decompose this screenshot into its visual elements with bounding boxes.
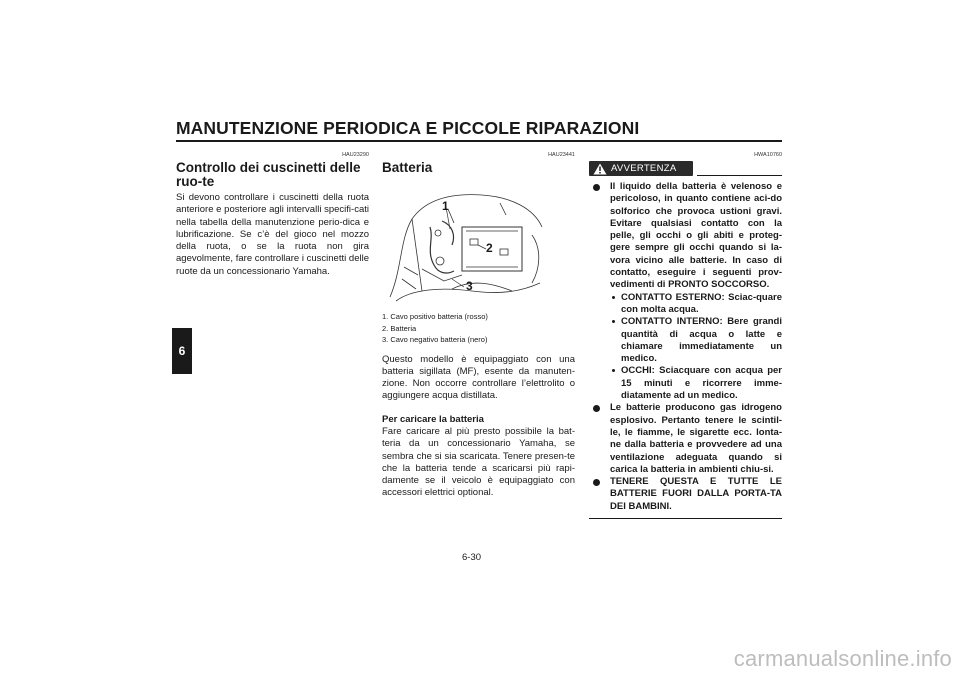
section-battery xyxy=(382,152,575,500)
subheading-charging: Per caricare la batteria xyxy=(382,413,484,425)
section-code: HAU23290 xyxy=(342,152,369,158)
warning-label: AVVERTENZA xyxy=(611,163,677,174)
section-code: HAU23441 xyxy=(548,152,575,158)
section-body-charging: Fare caricare al più presto possibile la bat-teria da un concessionario Yamaha, se sembra che si sia scaricata. Tenere presen-te che la batteria tende a scaricarsi più rapi-damente se il veicolo è equipaggiato con accessori elettrici optional. xyxy=(382,425,575,499)
bullet-icon xyxy=(593,479,600,486)
first-aid-item xyxy=(610,316,782,365)
warning-triangle-icon xyxy=(593,163,607,175)
legend-item: 3. Cavo negativo batteria (nero) xyxy=(382,335,488,344)
watermark[interactable]: carmanualsonline.info xyxy=(733,646,952,671)
title-rule xyxy=(176,140,782,142)
first-aid-list xyxy=(610,292,782,403)
section-body: Si devono controllare i cuscinetti della ruota anteriore e posteriore agli intervalli specifi-cati nella tabella della manutenzione perio-dica e lubrificazione. Se c’è del gioco nel mozzo della ruota, o se la ruota non gira agevolmente, fare controllare i cuscinetti delle ruote da un concessionario Yamaha. xyxy=(176,192,369,277)
warning-badge xyxy=(589,161,693,176)
first-aid-item xyxy=(610,292,782,317)
legend-item: 1. Cavo positivo batteria (rosso) xyxy=(382,312,488,321)
warning-item xyxy=(589,402,782,476)
small-bullet-icon xyxy=(612,320,615,323)
section-heading: Controllo dei cuscinetti delle ruo-te xyxy=(176,160,361,189)
first-aid-text: CONTATTO ESTERNO: Sciac-quare con molta acqua. xyxy=(621,291,782,315)
warning-item xyxy=(589,181,782,402)
legend-item: 2. Batteria xyxy=(382,323,417,333)
warning-code: HWA10760 xyxy=(754,152,782,158)
warning-box xyxy=(589,152,782,519)
first-aid-text: OCCHI: Sciacquare con acqua per 15 minuti e ricorrere imme-diatamente ad un medico. xyxy=(621,365,782,402)
warning-rule xyxy=(697,175,782,176)
figure-legend xyxy=(382,311,575,346)
bullet-icon xyxy=(593,405,600,412)
callout-1: 1 xyxy=(442,199,449,213)
first-aid-item xyxy=(610,365,782,402)
warning-header xyxy=(589,161,782,177)
callout-3: 3 xyxy=(466,279,473,293)
warning-item xyxy=(589,476,782,513)
warning-item-text: Il liquido della batteria è velenoso e pericoloso, in quanto contiene aci-do solforico che provoca ustioni gravi. Evitare qualsiasi contatto con la pelle, gli occhi o gli abiti e proteg-gere sempre gli occhi quando si la-vora vicino alle batterie. In caso di contatto, eseguire i seguenti prov-vedimenti di PRONTO SOCCORSO. xyxy=(610,181,782,291)
battery-figure xyxy=(382,179,552,307)
warning-bottom-rule xyxy=(589,518,782,519)
small-bullet-icon xyxy=(612,369,615,372)
first-aid-text: CONTATTO INTERNO: Bere grandi quantità di acqua o latte e chiamare immediatamente un medico. xyxy=(621,316,782,365)
small-bullet-icon xyxy=(612,296,615,299)
bullet-icon xyxy=(593,184,600,191)
warning-list xyxy=(589,181,782,513)
section-heading: Batteria xyxy=(382,160,433,175)
section-wheel-bearings xyxy=(176,152,369,278)
page-number: 6-30 xyxy=(462,552,482,563)
page-title: MANUTENZIONE PERIODICA E PICCOLE RIPARAZIONI xyxy=(176,118,640,138)
section-body: Questo modello è equipaggiato con una batteria sigillata (MF), esente da manuten-zione. Non occorre controllare l’elettrolito o aggiungere acqua distillata. xyxy=(382,353,575,402)
chapter-tab: 6 xyxy=(172,328,192,374)
warning-item-text: TENERE QUESTA E TUTTE LE BATTERIE FUORI DALLA PORTA-TA DEI BAMBINI. xyxy=(610,476,782,512)
callout-2: 2 xyxy=(486,241,493,255)
warning-item-text: Le batterie producono gas idrogeno esplosivo. Pertanto tenere le scintil-le, le fiamme, le sigarette ecc. lonta-ne dalla batteria e provvedere ad una ventilazione adeguata quando si carica la batteria in ambienti chiu-si. xyxy=(610,402,782,475)
